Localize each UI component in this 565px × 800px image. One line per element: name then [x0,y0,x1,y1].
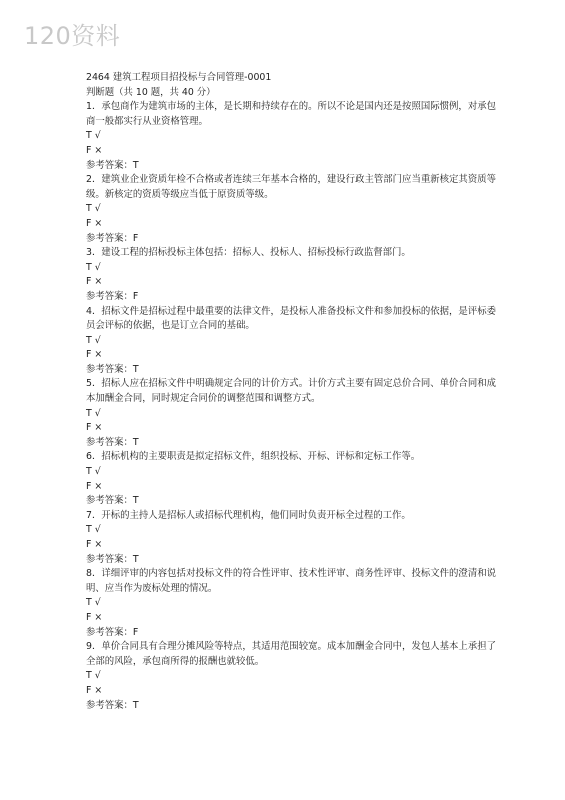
question-text: 9．单价合同具有合理分摊风险等特点，其适用范围较宽。成本加酬金合同中，发包人基本上承担了全部的风险，承包商所得的报酬也就较低。 [86,641,496,667]
document-title: 2464 建筑工程项目招投标与合同管理-0001 [86,72,272,83]
question-item [86,305,496,378]
question-item [86,377,496,450]
question-text: 3．建设工程的招标投标主体包括：招标人、投标人、招标投标行政监督部门。 [86,247,411,259]
reference-answer: 参考答案：F [86,626,139,638]
option-false: F × [86,480,103,492]
reference-answer: 参考答案：T [86,699,139,711]
reference-answer: 参考答案：T [86,159,139,171]
watermark-logo: 120资料 [24,22,121,50]
option-true: T √ [86,466,101,478]
reference-answer: 参考答案：T [86,436,139,448]
option-false: F × [86,276,103,288]
question-text: 8．详细评审的内容包括对投标文件的符合性评审、技术性评审、商务性评审、投标文件的澄清和说明、应当作为废标处理的情况。 [86,568,496,594]
question-text: 6．招标机构的主要职责是拟定招标文件，组织投标、开标、评标和定标工作等。 [86,451,421,463]
question-item [86,246,496,304]
question-item [86,509,496,567]
question-text: 2．建筑业企业资质年检不合格或者连续三年基本合格的，建设行政主管部门应当重新核定其资质等级。新核定的资质等级应当低于原资质等级。 [86,174,496,200]
option-true: T √ [86,203,101,215]
option-true: T √ [86,597,101,609]
option-false: F × [86,422,103,434]
question-text: 1．承包商作为建筑市场的主体，是长期和持续存在的。所以不论是国内还是按照国际惯例，对承包商一般都实行从业资格管理。 [86,101,496,127]
option-false: F × [86,684,103,696]
option-true: T √ [86,670,101,682]
option-true: T √ [86,261,101,273]
question-item [86,173,496,246]
reference-answer: 参考答案：F [86,232,139,244]
option-true: T √ [86,130,101,142]
option-false: F × [86,611,103,623]
option-true: T √ [86,334,101,346]
option-true: T √ [86,524,101,536]
option-false: F × [86,349,103,361]
option-true: T √ [86,407,101,419]
question-text: 7．开标的主持人是招标人或招标代理机构，他们同时负责开标全过程的工作。 [86,509,411,521]
document-body [86,71,496,713]
question-text: 4．招标文件是招标过程中最重要的法律文件，是投标人准备投标文件和参加投标的依据，是评标委员会评标的依据，也是订立合同的基础。 [86,305,496,332]
question-item [86,450,496,508]
question-item [86,567,496,640]
reference-answer: 参考答案：T [86,553,139,565]
reference-answer: 参考答案：F [86,290,139,302]
section-heading: 判断题（共 10 题，共 40 分） [86,86,216,98]
question-item [86,100,496,173]
option-false: F × [86,539,103,550]
option-false: F × [86,144,103,156]
question-text: 5．招标人应在招标文件中明确规定合同的计价方式。计价方式主要有固定总价合同、单价合同和成本加酬金合同，同时规定合同价的调整范围和调整方式。 [86,378,496,405]
option-false: F × [86,217,103,229]
reference-answer: 参考答案：T [86,495,139,507]
reference-answer: 参考答案：T [86,363,139,375]
question-item [86,640,496,713]
